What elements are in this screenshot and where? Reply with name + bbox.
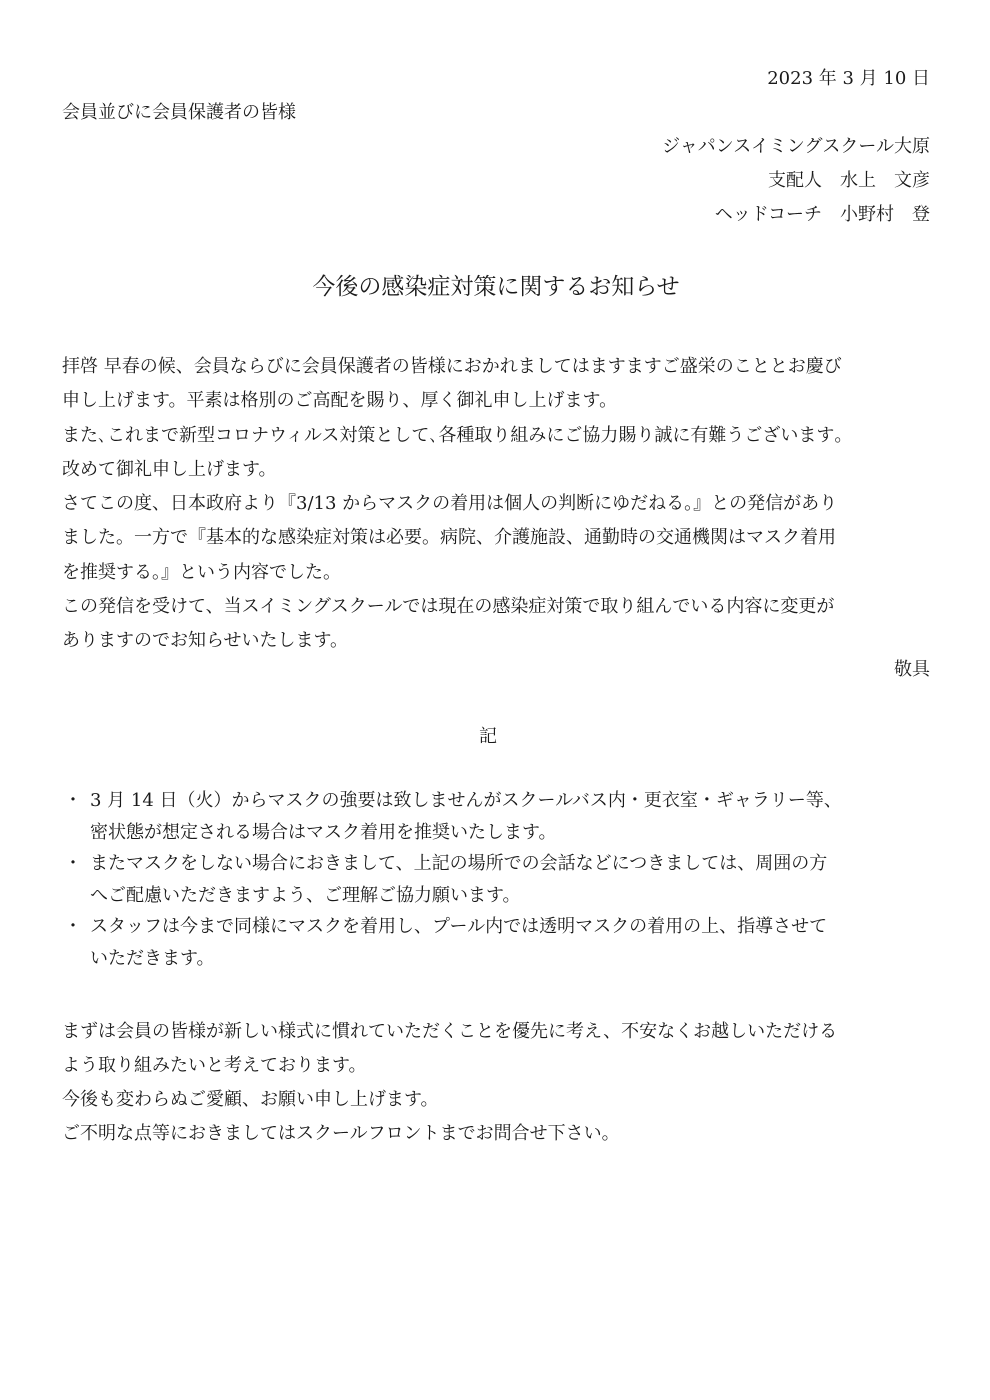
list-item [62,785,930,848]
list-item-line: いただきます。 [90,947,215,969]
closing-line: 今後も変わらぬご愛顧、お願い申し上げます。 [62,1089,439,1110]
closing-salutation: 敬具 [894,659,930,680]
closing-paragraph [62,1015,930,1151]
list-item [62,848,930,911]
sender-manager: 支配人 水上 文彦 [768,170,930,191]
list-item-line: またマスクをしない場合におきまして、上記の場所での会話などにつきましては、周囲の方 [90,853,828,874]
body-line: 改めて御礼申し上げます。 [62,458,277,480]
body-line: を推奨する。』という内容でした。 [62,561,341,583]
list-item-line: スタッフは今まで同様にマスクを着用し、プール内では透明マスクの着用の上、指導させて [90,916,828,937]
body-line: 拝啓 早春の候、会員ならびに会員保護者の皆様におかれましてはますますご盛栄のこととお慶び [62,356,842,377]
notes-list [62,785,930,974]
sender-organization: ジャパンスイミングスクール大原 [662,136,930,157]
notice-title: 今後の感染症対策に関するお知らせ [312,274,680,300]
sender-head-coach: ヘッドコーチ 小野村 登 [714,204,930,225]
body-line: ありますのでお知らせいたします。 [62,630,349,652]
bullet-mark: ・ [64,916,82,937]
bullet-mark: ・ [64,853,82,874]
list-item-line: へご配慮いただきますよう、ご理解ご協力願います。 [90,884,521,906]
body-line: また､これまで新型コロナウィルス対策として､各種取り組みにご協力賜り誠に有難うございます｡ [62,424,844,446]
list-item [62,911,930,974]
notes-heading: 記 [479,726,497,747]
closing-line: よう取り組みたいと考えております。 [62,1055,367,1076]
body-line: この発信を受けて、当スイミングスクールでは現在の感染症対策で取り組んでいる内容に変更が [62,596,835,618]
closing-line: ご不明な点等におきましてはスクールフロントまでお問合せ下さい。 [62,1123,620,1144]
issue-date: 2023 年 3 月 10 日 [767,68,930,89]
body-paragraph [62,350,930,659]
list-item-line: 3 月 14 日（火）からマスクの強要は致しませんがスクールバス内・更衣室・ギャラリー等、 [90,790,842,811]
bullet-mark: ・ [64,790,82,811]
body-line: 申し上げます。平素は格別のご高配を賜り、厚く御礼申し上げます。 [62,390,618,412]
addressee: 会員並びに会員保護者の皆様 [62,102,296,123]
body-line: ました。一方で『基本的な感染症対策は必要。病院、介護施設、通勤時の交通機関はマスク着用 [62,527,836,549]
list-item-line: 密状態が想定される場合はマスク着用を推奨いたします。 [90,821,557,843]
body-line: さてこの度、日本政府より『3/13 からマスクの着用は個人の判断にゆだねる。』との発信があり [62,493,838,515]
closing-line: まずは会員の皆様が新しい様式に慣れていただくことを優先に考え、不安なくお越しいただける [62,1021,838,1042]
